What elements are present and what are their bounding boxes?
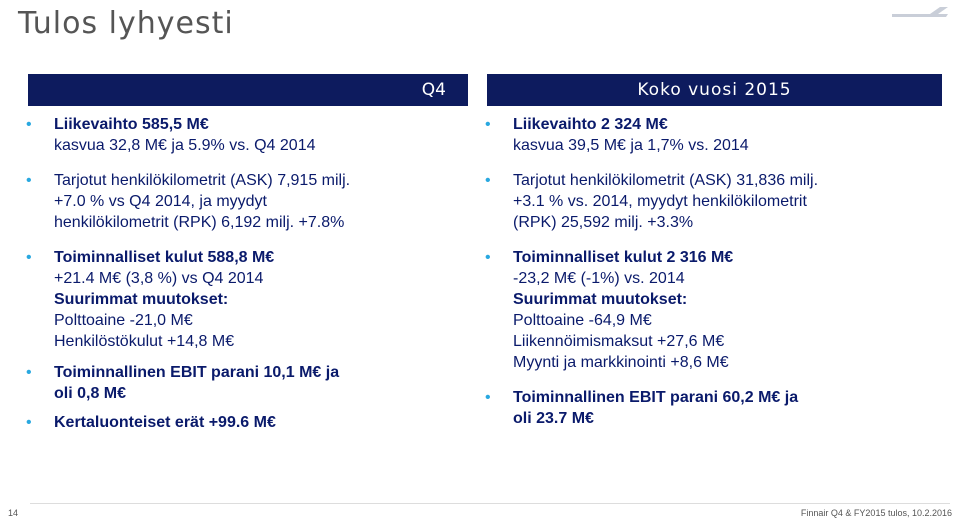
ebit-line: • Toiminnallinen EBIT parani 10,1 M€ ja [54, 364, 340, 381]
fuel-change: Polttoaine -21,0 M€ [54, 312, 193, 329]
full-year-header: Koko vuosi 2015 [487, 74, 942, 106]
list-item [28, 247, 468, 352]
list-item [28, 362, 468, 404]
page-title: Tulos lyhyesti [18, 6, 234, 41]
major-changes-label: Suurimmat muutokset: [54, 291, 229, 308]
list-item [28, 412, 468, 433]
costs-detail: +21.4 M€ (3,8 %) vs Q4 2014 [54, 270, 264, 287]
rpk-detail: henkilökilometrit (RPK) 6,192 milj. +7.8% [54, 214, 345, 231]
list-item [487, 247, 942, 373]
ask-detail: +3.1 % vs. 2014, myydyt henkilökilometrit [513, 193, 807, 210]
ask-line: • Tarjotut henkilökilometrit (ASK) 7,915 milj. [54, 172, 351, 189]
list-item [28, 170, 468, 233]
revenue-line: • Liikevaihto 2 324 M€ [513, 116, 668, 133]
revenue-line: • Liikevaihto 585,5 M€ [54, 116, 209, 133]
ask-line: • Tarjotut henkilökilometrit (ASK) 31,836 milj. [513, 172, 819, 189]
slide-number: 14 [8, 508, 19, 518]
footer-text: Finnair Q4 & FY2015 tulos, 10.2.2016 [800, 508, 952, 518]
finnair-logo-icon [890, 4, 950, 22]
sales-marketing-change: Myynti ja markkinointi +8,6 M€ [513, 354, 729, 371]
revenue-detail: kasvua 39,5 M€ ja 1,7% vs. 2014 [513, 137, 749, 154]
personnel-change: Henkilöstökulut +14,8 M€ [54, 333, 235, 350]
costs-line: • Toiminnalliset kulut 2 316 M€ [513, 249, 734, 266]
list-item [487, 170, 942, 233]
major-changes-label: Suurimmat muutokset: [513, 291, 688, 308]
one-off-items-line: • Kertaluonteiset erät +99.6 M€ [54, 414, 276, 431]
revenue-detail: kasvua 32,8 M€ ja 5.9% vs. Q4 2014 [54, 137, 316, 154]
rpk-detail: (RPK) 25,592 milj. +3.3% [513, 214, 694, 231]
list-item [487, 114, 942, 156]
traffic-charges-change: Liikennöimismaksut +27,6 M€ [513, 333, 725, 350]
list-item [487, 387, 942, 429]
q4-column [28, 74, 468, 433]
ebit-detail: oli 23.7 M€ [513, 410, 594, 427]
ebit-detail: oli 0,8 M€ [54, 385, 127, 402]
costs-detail: -23,2 M€ (-1%) vs. 2014 [513, 270, 685, 287]
q4-header: Q4 [28, 74, 468, 106]
ebit-line: • Toiminnallinen EBIT parani 60,2 M€ ja [513, 389, 799, 406]
costs-line: • Toiminnalliset kulut 588,8 M€ [54, 249, 275, 266]
fuel-change: Polttoaine -64,9 M€ [513, 312, 652, 329]
list-item [28, 114, 468, 156]
ask-detail: +7.0 % vs Q4 2014, ja myydyt [54, 193, 267, 210]
full-year-column [487, 74, 942, 429]
footer-divider [30, 503, 950, 504]
